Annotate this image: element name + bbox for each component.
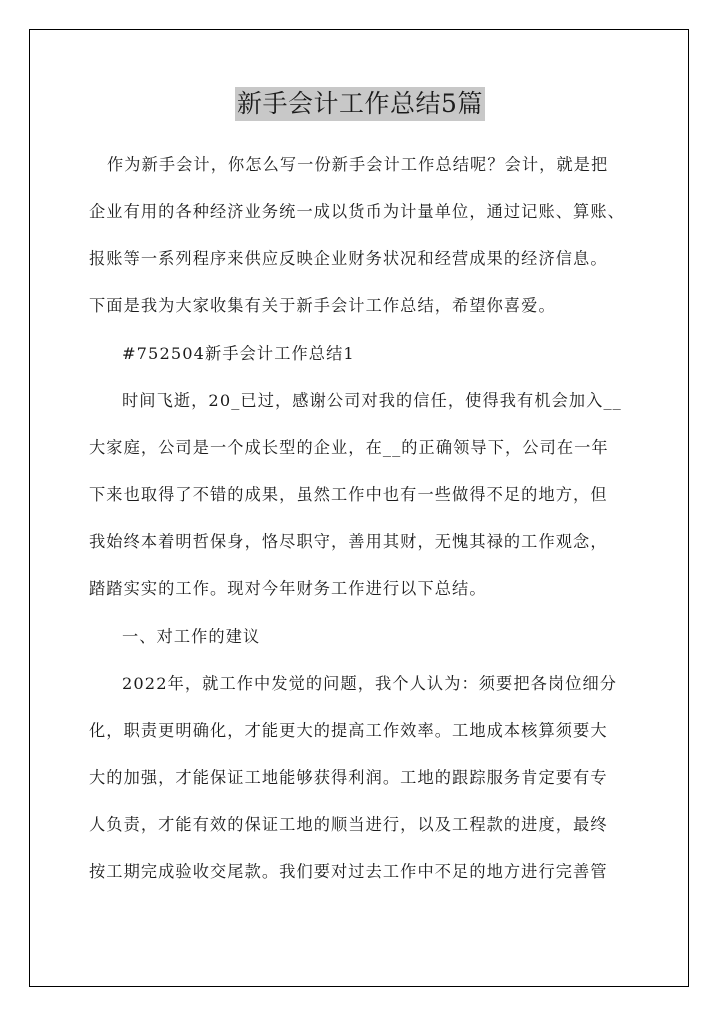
text-line: 时间飞逝，20_已过，感谢公司对我的信任，使得我有机会加入__	[122, 391, 622, 410]
body-paragraph-1	[89, 377, 631, 612]
title-container	[0, 87, 720, 121]
text-line: 踏踏实实的工作。现对今年财务工作进行以下总结。	[89, 579, 487, 598]
section-heading: #752504新手会计工作总结1	[122, 344, 355, 363]
text-line: 大的加强，才能保证工地能够获得利润。工地的跟踪服务肯定要有专	[89, 768, 608, 787]
text-line: 大家庭，公司是一个成长型的企业，在__的正确领导下，公司在一年	[89, 438, 609, 457]
section-heading-block	[89, 330, 631, 377]
document-title: 新手会计工作总结5篇	[235, 87, 485, 121]
text-line: 下来也取得了不错的成果，虽然工作中也有一些做得不足的地方，但	[89, 485, 608, 504]
text-line: 我始终本着明哲保身，恪尽职守，善用其财，无愧其禄的工作观念，	[89, 532, 608, 551]
text-line: 下面是我为大家收集有关于新手会计工作总结，希望你喜爱。	[89, 296, 556, 315]
subheading-block	[89, 613, 631, 660]
text-line: 按工期完成验收交尾款。我们要对过去工作中不足的地方进行完善管	[89, 862, 608, 881]
text-line: 企业有用的各种经济业务统一成以货币为计量单位，通过记账、算账、	[89, 202, 625, 221]
text-line: 人负责，才能有效的保证工地的顺当进行，以及工程款的进度，最终	[89, 815, 608, 834]
body-paragraph-2	[89, 660, 631, 895]
text-line: 报账等一系列程序来供应反映企业财务状况和经营成果的经济信息。	[89, 249, 608, 268]
intro-paragraph	[89, 141, 631, 329]
text-line: 作为新手会计，你怎么写一份新手会计工作总结呢？会计，就是把	[107, 155, 609, 174]
text-line: 2022年，就工作中发觉的问题，我个人认为：须要把各岗位细分	[122, 674, 618, 693]
text-line: 化，职责更明确化，才能更大的提高工作效率。工地成本核算须要大	[89, 721, 608, 740]
subheading: 一、对工作的建议	[122, 627, 261, 646]
